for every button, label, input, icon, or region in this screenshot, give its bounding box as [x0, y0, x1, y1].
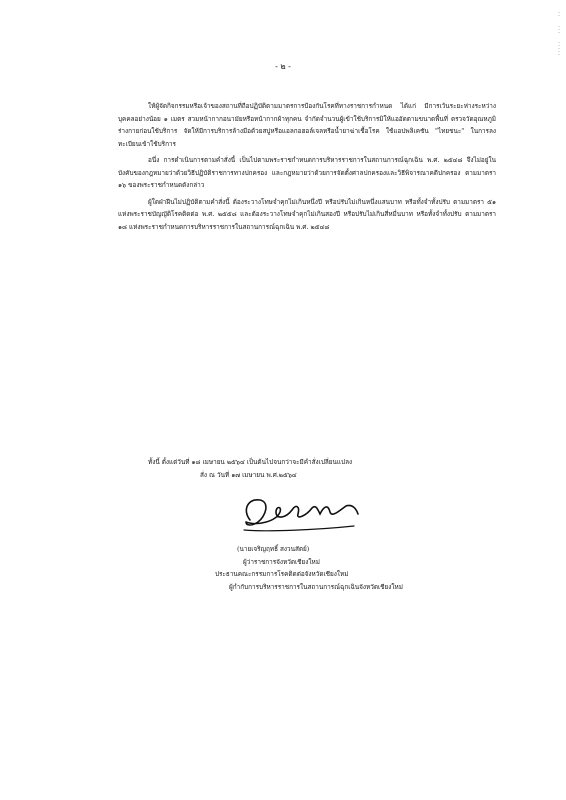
scan-edge-marks — [556, 12, 562, 60]
document-body — [118, 100, 496, 237]
effective-date-line: ทั้งนี้ ตั้งแต่วันที่ ๑๘ เมษายน ๒๕๖๔ เป็นต้นไปจนกว่าจะมีคำสั่งเปลี่ยนแปลง — [148, 458, 353, 466]
signatory-block — [215, 543, 515, 593]
signatory-position-emergency-supervisor: ผู้กำกับการบริหารราชการในสถานการณ์ฉุกเฉินจังหวัดเชียงใหม่ — [229, 582, 403, 591]
signatory-position-committee-chair: ประธานคณะกรรมการโรคติดต่อจังหวัดเชียงใหม่ — [215, 570, 349, 578]
page-number: - ๒ - — [275, 62, 291, 71]
order-date-line: สั่ง ณ วันที่ ๑๗ เมษายน พ.ศ.๒๕๖๔ — [200, 470, 297, 479]
signatory-position-governor: ผู้ว่าราชการจังหวัดเชียงใหม่ — [243, 557, 320, 566]
closing-block — [148, 456, 496, 481]
signatory-name: (นายเจริญฤทธิ์ สงวนสัตย์) — [237, 545, 310, 553]
paragraph-prevention-measures: ให้ผู้จัดกิจกรรมหรือเจ้าของสถานที่ถือปฏิบัติตามมาตรการป้องกันโรคที่ทางราชการกำหนด ได้แก่ มีการเว้นระยะห่างระหว่างบุคคลอย่างน้อย ๑ เมตร สวมหน้ากากอนามัยหรือหน้ากากผ้าทุกคน จำกัดจำนวนผู้เข้าใช้บริการมิให้แออัดตามขนาดพื้นที่ ตรวจวัดอุณหภูมิร่างกายก่อนใช้บริการ จัดให้มีการบริการล้างมือด้วยสบู่หรือแอลกอฮอล์เจลหรือน้ำยาฆ่าเชื้อโรค ใช้แอปพลิเคชัน "ไทยชนะ" ในการลงทะเบียนเข้าใช้บริการ — [118, 102, 496, 148]
handwritten-signature — [236, 492, 366, 536]
paragraph-legal-exemption: อนึ่ง การดำเนินการตามคำสั่งนี้ เป็นไปตามพระราชกำหนดการบริหารราชการในสถานการณ์ฉุกเฉิน พ.ศ. ๒๕๔๘ จึงไม่อยู่ในบังคับของกฎหมายว่าด้วยวิธีปฏิบัติราชการทางปกครอง และกฎหมายว่าด้วยการจัดตั้งศาลปกครองและวิธีพิจารณาคดีปกครอง ตามมาตรา ๑๖ ของพระราชกำหนดดังกล่าว — [118, 156, 496, 189]
paragraph-penalties: ผู้ใดฝ่าฝืนไม่ปฏิบัติตามคำสั่งนี้ ต้องระวางโทษจำคุกไม่เกินหนึ่งปี หรือปรับไม่เกินหนึ่งแสนบาท หรือทั้งจำทั้งปรับ ตามมาตรา ๕๑ แห่งพระราชบัญญัติโรคติดต่อ พ.ศ. ๒๕๕๘ และต้องระวางโทษจำคุกไม่เกินสองปี หรือปรับไม่เกินสี่หมื่นบาท หรือทั้งจำทั้งปรับ ตามมาตรา ๑๘ แห่งพระราชกำหนดการบริหารราชการในสถานการณ์ฉุกเฉิน พ.ศ. ๒๕๔๘ — [118, 197, 496, 231]
